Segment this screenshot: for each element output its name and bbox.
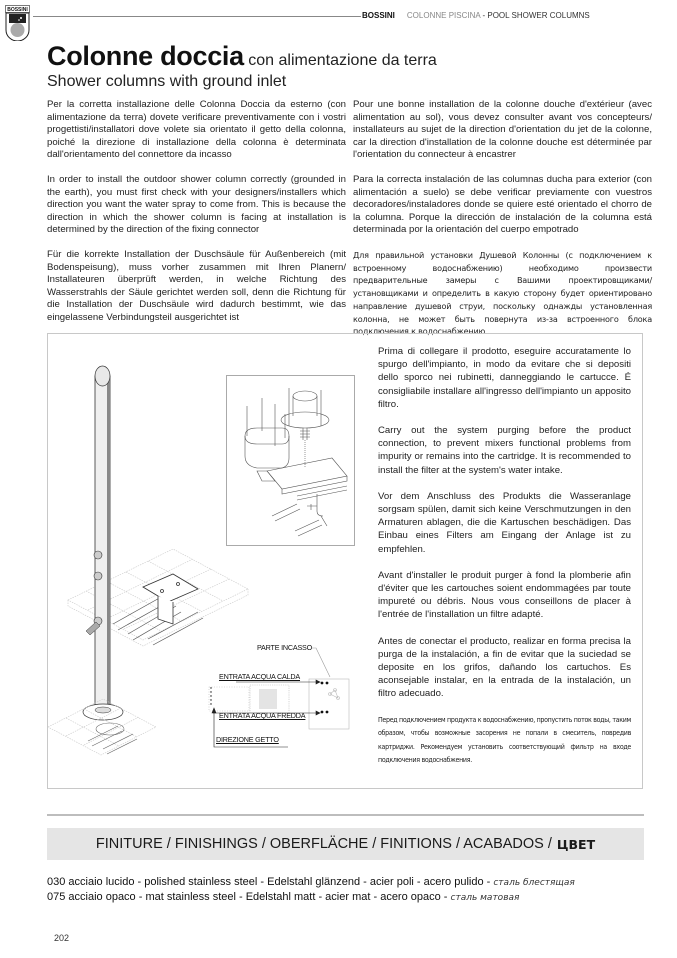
intro-fr: Pour une bonne installation de la colonne douche d'extérieur (avec alimentation au sol), vous devez consulter avant vos concepteurs/ installateurs au sujet de la direction d'orientation du jet de la colonne, car la direction d'installation de la colonne douche est déterminée par l'orientation du connecteur à encastrer [353,99,652,160]
finishes-heading [47,828,644,860]
page-number: 202 [54,933,70,943]
page-title [47,43,437,70]
intro-column-left [47,99,346,337]
purge-ru: Перед подключением продукта к водоснабжению, пропустить поток воды, таким образом, чтобы возможные засорения не попали в смеситель, повредив картриджи. Рекомендуем установить соответствующий фильтр на входе подключения водоснабжения. [378,715,631,765]
header-section: COLONNE PISCINA [406,11,481,20]
title-main: Colonne doccia [47,41,244,71]
finish-item [47,876,575,891]
header-separator: - [480,11,488,20]
finish-item-text: 075 acciaio opaco - mat stainless steel - Edelstahl matt - acier mat - acero opaco - [47,890,451,903]
title-sub: con alimentazione da terra [243,52,437,69]
header-rule [33,16,361,17]
intro-ru: Для правильной установки Душевой Колонны (с подключением к встроенному водоснабжению) необходимо произвести предварительные замеры с Вашими проектировщиками/установщиками и определить в какую сторону будет ориентировано направление душевой струи, поскольку однажды установленная колонна, не может быть повернута из-за встроенного блока подключения к водоснабжению [353,250,652,337]
intro-es: Para la correcta instalación de las columnas ducha para exterior (con alimentación a suelo) se debe verificar previamente con vuestros decoradores/instaladores donde se quiere esté orientado el chorro de la columna. Porque la dirección de instalación de la columna está determinada por la orientación del cuerpo empotrado [353,174,652,235]
finish-item-ru: сталь блестящая [493,878,575,888]
connector-detail-inset [226,375,355,546]
bossini-logo [5,5,30,41]
purge-it: Prima di collegare il prodotto, eseguire accuratamente lo spurgo dell'impianto, in modo da evitare che si depositi dello sporco nei rubinetti, danneggiando le cartucce. É consigliabile installare all'ingresso dell'impianto un apposito filtro. [378,346,631,410]
intro-column-right [353,99,652,350]
page-subtitle: Shower columns with ground inlet [47,73,287,90]
purge-es: Antes de conectar el producto, realizar en forma precisa la purga de la instalación, a fin de evitar que la suciedad se deposite en los grifos, dañando los cartuchos. Es aconsejable instalar, en la entrada de la instalación, un filtro adecuado. [378,635,631,700]
header-brand: BOSSINI [362,11,395,20]
label-parte-incasso: PARTE INCASSO [257,643,313,652]
intro-de: Für die korrekte Installation der Duschsäule für Außenbereich (mit Bodenspeisung), muss vorher zusammen mit Ihren Planern/ Installateuren überprüft werden, in welche Richtung des Wasserstrahls der Säule gerichtet werden soll, denn die Richtung für die Installation der Duschsäule wird dadurch bestimmt, wie das eingelassene Verbindungsteil ausgerichtet ist [47,249,346,323]
purge-fr: Avant d'installer le produit purger à fond la plomberie afin d'éviter que les cartouches soient endommagées par toute impureté ou débris. Nous vous conseillons de placer à l'entrée de l'installation un filtre adapté. [378,569,631,621]
section-divider [47,814,644,816]
running-header [362,11,590,20]
label-hot-water-inlet: ENTRATA ACQUA CALDA [219,672,301,681]
purge-de: Vor dem Anschluss des Produkts die Wasseranlage sorgsam spülen, damit sich keine Verschmutzungen in den Armaturen ablagen, die die Kartuschen beschädigen. Das Einbau eines Filters am Eingang der Anlage ist zu empfehlen. [378,490,631,555]
finishes-list [47,876,575,905]
intro-it: Per la corretta installazione delle Colonna Doccia da esterno (con alimentazione da terra) dovete verificare preventivamente con i vostri progettisti/installatori dove volete sia orientato il getto della colonna, poiché la direzione di installazione della colonna è determinata dall'orientamento del connettore da incasso [47,99,346,160]
finish-item-text: 030 acciaio lucido - polished stainless steel - Edelstahl glänzend - acier poli - acero pulido - [47,876,494,888]
finish-item-ru: сталь матовая [450,892,520,903]
header-section-en: POOL SHOWER COLUMNS [487,11,590,20]
label-jet-direction: DIREZIONE GETTO [216,735,279,744]
purge-en: Carry out the system purging before the product connection, to prevent mixers functional problems from impurity or remains into the cartridge. It is recommended to install the filter at the system's water intake. [378,425,631,476]
purge-instructions [378,345,631,781]
finishes-heading-ru: ЦВЕТ [556,836,596,852]
connector-exploded-view [227,376,354,545]
finish-item [47,891,575,906]
intro-en: In order to install the outdoor shower column correctly (grounded in the earth), you must first check with your designers/installers which direction you want the water spray to come from. This is because the direction in which the shower column is facing at installation is determined by the direction of the fixing connector [47,174,346,235]
finishes-heading-text: FINITURE / FINISHINGS / OBERFLÄCHE / FINITIONS / ACABADOS / [95,836,552,852]
label-cold-water-inlet: ENTRATA ACQUA FREDDA [219,711,306,720]
svg-text:BOSSINI: BOSSINI [7,7,28,13]
